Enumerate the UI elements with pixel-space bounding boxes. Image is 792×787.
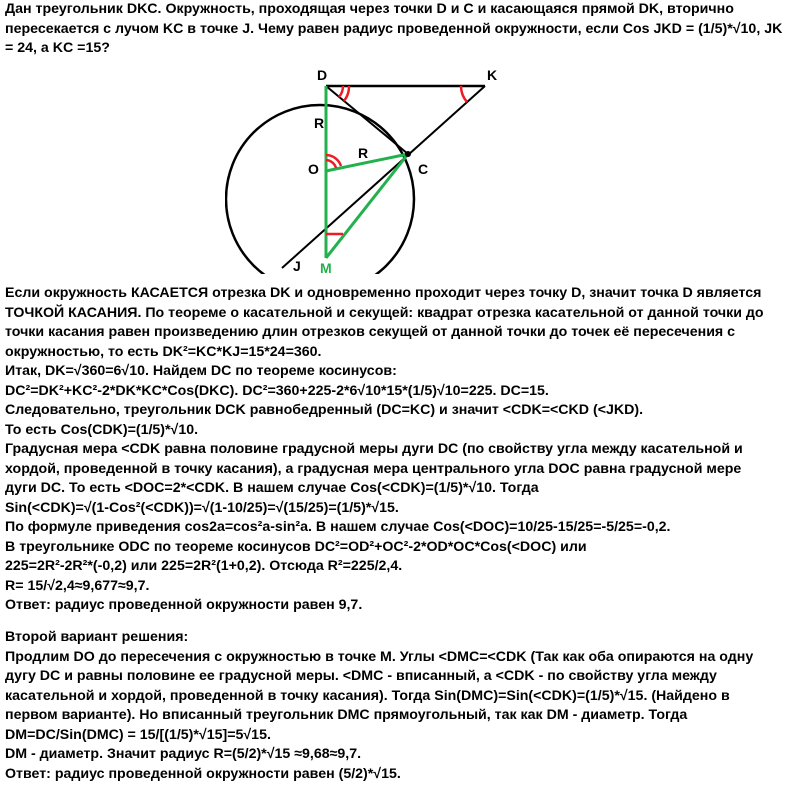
problem-statement <box>5 0 790 59</box>
label-r-top: R <box>314 115 325 131</box>
solution-line: окружностью, то есть DK²=KC*KJ=15*24=360. <box>5 343 322 360</box>
label-r-mid: R <box>358 145 369 161</box>
solution-line: ТОЧКОЙ КАСАНИЯ. По теореме о касательной и секущей: квадрат отрезка касательной от данной точки до <box>5 304 764 321</box>
geometry-figure <box>225 62 525 274</box>
solution-line: хордой, проведенной в точку касания), а градусная мера центрального угла DOC равна градусной мере <box>5 460 742 477</box>
angle-mark-d-2 <box>344 86 349 101</box>
label-k: K <box>487 67 498 83</box>
solution-line: Градусная мера <CDK равна половине градусной меры дуги DC (по свойству угла между касательной и <box>5 441 743 457</box>
solution-line: DM - диаметр. Значит радиус R=(5/2)*√15 ≈9,68≈9,7. <box>5 746 362 762</box>
solution-line: Итак, DK=√360=6√10. Найдем DC по теореме косинусов: <box>5 363 397 379</box>
solution-line: 225=2R²-2R²*(-0,2) или 225=2R²(1+0,2). Отсюда R²=225/2,4. <box>5 558 403 574</box>
solution-heading: Второй вариант решения: <box>5 629 189 645</box>
solution-line: дуги DC. То есть <DOC=2*<CDK. В нашем случае Cos(<CDK)=(1/5)*√10. Тогда <box>5 480 539 496</box>
problem-line: пересекается с лучом KC в точке J. Чему равен радиус проведенной окружности, если Cos JKD = (1/5)*√10, JK <box>5 20 783 37</box>
solution-line: дугу DC и равны половине ее градусной меры. <DMC - вписанный, а <CDK - по свойству угла между <box>5 668 717 684</box>
solution-line: DC²=DK²+KC²-2*DK*KC*Cos(DKC). DC²=360+225-2*6√10*15*(1/5)√10=225. DC=15. <box>5 382 549 399</box>
solution-line: Sin(<CDK)=√(1-Cos²(<CDK))=√(1-10/25)=√(15/25)=(1/5)*√15. <box>5 499 399 516</box>
solution-line: Продлим DO до пересечения с окружностью в точке M. Углы <DMC=<CDK (Так как оба опираются на одну <box>5 648 754 665</box>
label-m: M <box>320 260 332 274</box>
problem-line: Дан треугольник DKC. Окружность, проходящая через точки D и C и касающаяся прямой DK, вторично <box>5 1 734 17</box>
solution-line: точки касания равен произведению длин отрезков секущей от данной точки до точек её пересечения с <box>5 324 736 340</box>
solution-line: R= 15/√2,4≈9,677≈9,7. <box>5 577 150 594</box>
solution-line: По формуле приведения cos2a=cos²a-sin²a. В нашем случае Cos(<DOC)=10/25-15/25=-5/25=-0,2. <box>5 519 671 535</box>
solution-line: То есть Cos(CDK)=(1/5)*√10. <box>5 421 199 438</box>
label-c: C <box>418 161 429 177</box>
answer-line: Ответ: радиус проведенной окружности равен 9,7. <box>5 597 363 613</box>
label-j: J <box>293 258 301 274</box>
angle-mark-k <box>461 86 467 102</box>
solution-line: первом варианте). Но вписанный треугольник DMC прямоугольный, так как DM - диаметр. Тогда <box>5 707 688 723</box>
secant-kj <box>282 86 485 268</box>
problem-line: = 24, а KC =15? <box>5 40 110 56</box>
angle-mark-d <box>339 86 343 97</box>
geometry-diagram <box>225 62 525 274</box>
solution-line: DM=DC/Sin(DMC) = 15/[(1/5)*√15]=5√15. <box>5 726 271 743</box>
solution-two <box>5 628 790 784</box>
answer-line: Ответ: радиус проведенной окружности равен (5/2)*√15. <box>5 765 401 782</box>
solution-line: Следовательно, треугольник DCK равнобедренный (DC=KC) и значит <CDK=<CKD (<JKD). <box>5 402 644 418</box>
solution-line: касательной и хордой, проведенной в точку касания). Тогда Sin(DMC)=Sin(<CDK)=(1/5)*√15. (Найдено в <box>5 687 730 704</box>
point-c <box>405 151 411 157</box>
solution-line: В треугольнике ODC по теореме косинусов DC²=OD²+OC²-2*OD*OC*Cos(<DOC) или <box>5 538 587 555</box>
label-o: O <box>308 161 319 177</box>
solution-one <box>5 284 790 616</box>
label-d: D <box>317 67 328 83</box>
solution-line: Если окружность КАСАЕТСЯ отрезка DK и одновременно проходит через точку D, значит точка D является <box>5 285 762 301</box>
